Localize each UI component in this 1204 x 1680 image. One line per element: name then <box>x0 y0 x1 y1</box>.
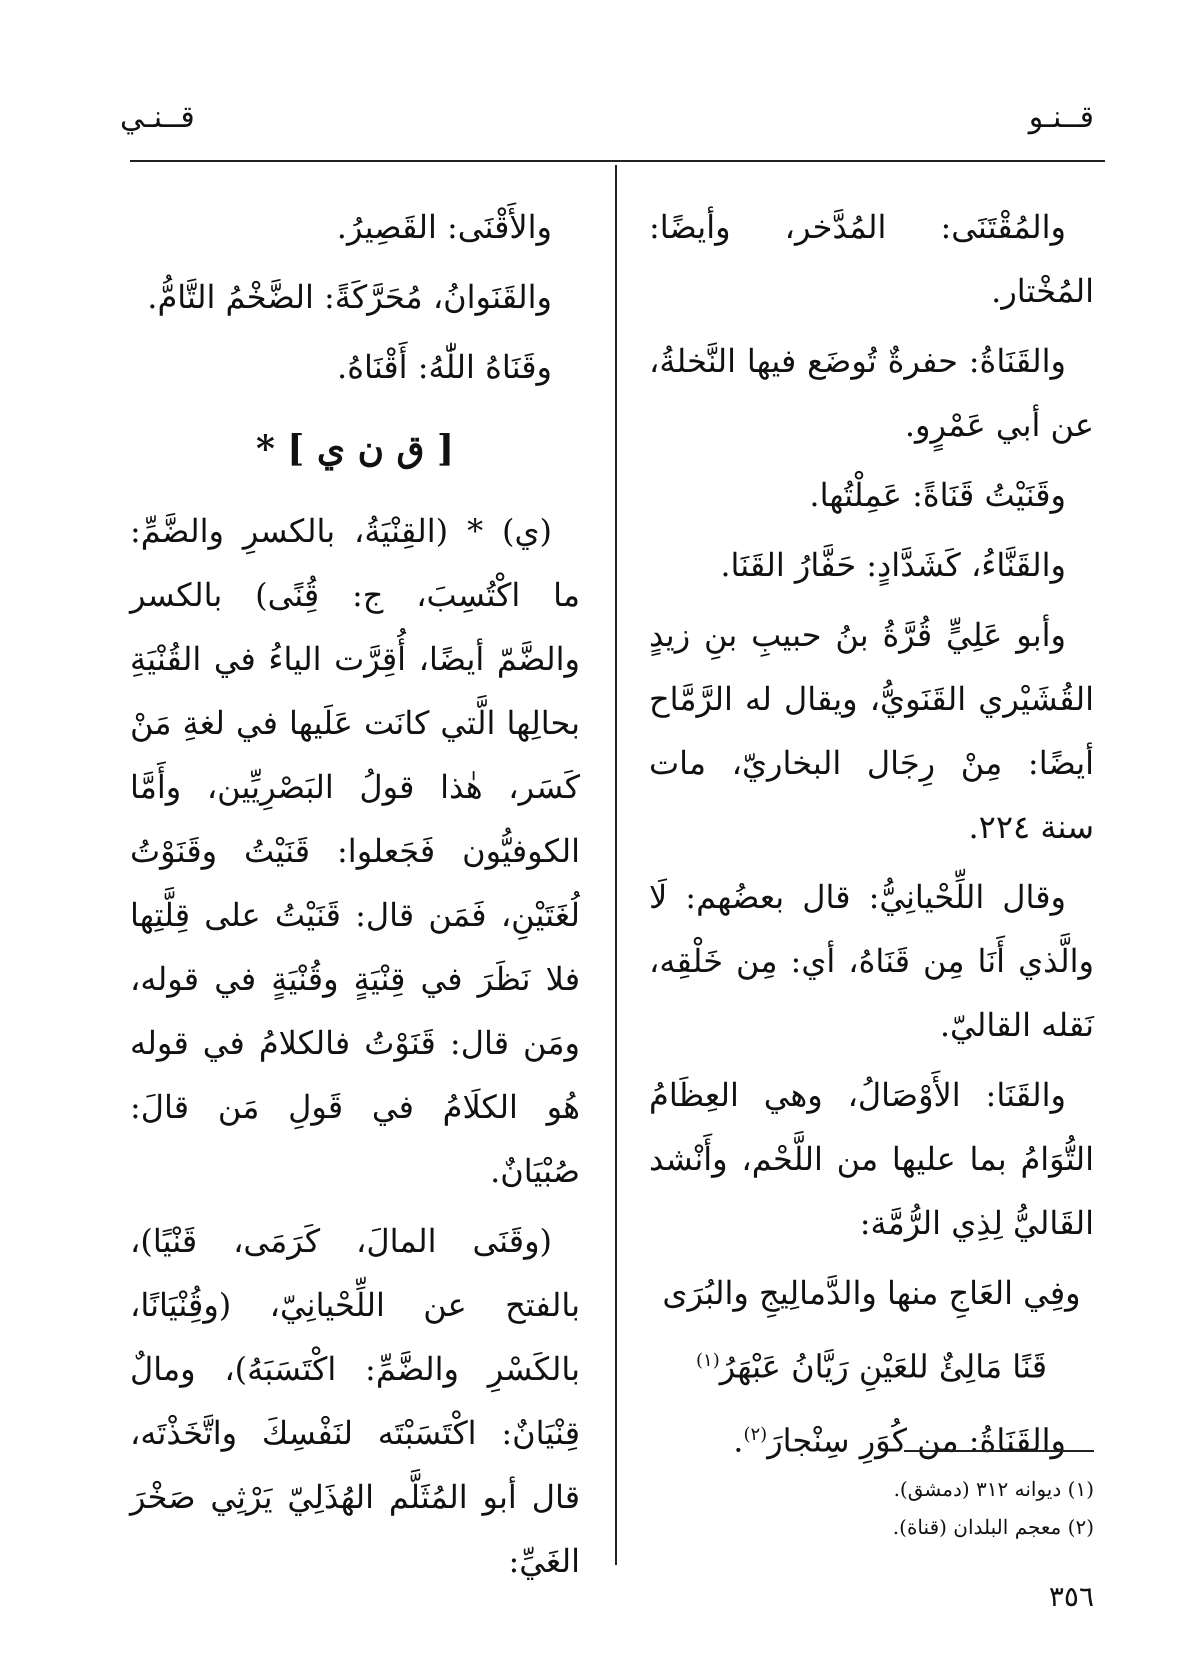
final-text: والقَنَاةُ: من كُوَرِ سِنْجارَ <box>767 1421 1066 1460</box>
footnote: (٢) معجم البلدان (قناة). <box>892 1515 1094 1539</box>
entry-paragraph: وأبو عَلِيٍّ قُرَّةُ بنُ حبيبِ بنِ زيدٍ القُشَيْري القَنَويُّ، ويقال له الرَّمَّاح أيضًا: مِنْ رِجَال البخاريّ، مات سنة ٢٢٤. <box>649 616 1094 846</box>
header-rule <box>130 160 1105 162</box>
entry-paragraph: وقَنَاهُ اللّٰهُ: أَقْنَاهُ. <box>337 348 552 386</box>
final-tail: . <box>733 1421 744 1460</box>
column-divider <box>615 165 617 1565</box>
footnote-rule <box>904 1450 1094 1452</box>
page-number: ٣٥٦ <box>1048 1580 1094 1613</box>
footnote-ref-2: (٢) <box>743 1423 768 1445</box>
entry-paragraph: والأَقْنَى: القَصِيرُ. <box>336 208 552 246</box>
verse-line-2-text: قَنًا مَالِئٌ للعَيْنِ رَيَّانُ عَبْهَرُ <box>719 1347 1047 1386</box>
entry-paragraph: والقَنَّاءُ، كَشَدَّادٍ: حَفَّارُ القَنَا. <box>720 546 1066 584</box>
entry-paragraph: وقال اللِّحْيانِيُّ: قال بعضُهم: لَا والَّذي أَنَا مِن قَنَاهُ، أي: مِن خَلْقِه، نَقله القاليّ. <box>649 878 1094 1044</box>
entry-paragraph-final <box>649 1403 1094 1473</box>
entry-paragraph: والقَنَاةُ: حفرةٌ تُوضَع فيها النَّخلةُ، عن أبي عَمْرٍو. <box>649 342 1094 444</box>
verse-line-1: وفِي العَاجِ منها والدَّمالِيجِ والبُرَى <box>662 1274 1081 1312</box>
footnote-ref-1: (١) <box>696 1350 720 1371</box>
footnote: (١) ديوانه ٣١٢ (دمشق). <box>893 1477 1094 1501</box>
entry-paragraph: والقَنَا: الأَوْصَالُ، وهي العِظَامُ التُّوَامُ بما عليها من اللَّحْم، وأَنْشد القَاليُّ لِذِي الرُّمَّة: <box>649 1076 1094 1242</box>
section-heading: [ ق ن ي ] * <box>255 428 455 470</box>
entry-paragraph: (ي) * (القِنْيَةُ، بالكسرِ والضَّمِّ: ما اكْتُسِبَ، ج: قُِنًى) بالكسر والضَّمّ أيضًا، أُقِرَّت الياءُ في القُنْيَةِ بحالِها الَّتي كانَت عَلَيها في لغةِ مَنْ كَسَر، هٰذا قولُ البَصْرِيِّين، وأَمَّا الكوفيُّون فَجَعلوا: قَنَيْتُ وقَنَوْتُ لُغَتَيْنِ، فَمَن قال: قَنَيْتُ على قِلَّتِها فلا نَظَرَ في قِنْيَةٍ وقُنْيَةٍ في قوله، ومَن قال: قَنَوْتُ فالكلامُ في قوله هُو الكلَامُ في قَولِ مَن قالَ: صُبْيَانٌ. <box>130 512 580 1190</box>
right-column <box>649 195 1094 1478</box>
entry-paragraph: (وقَنَى المالَ، كَرَمَى، قَنْيًا)، بالفتح عن اللِّحْيانِيّ، (وقُِنْيَانًا، بالكَسْرِ والضَّمِّ: اكْتَسَبَهُ)، ومالٌ قِنْيَانٌ: اكْتَسَبْتَه لنَفْسِكَ واتَّخَذْتَه، قال أبو المُثَلَّم الهُذَلِيّ يَرْثِي صَخْرَ الغَيِّ: <box>130 1222 580 1580</box>
entry-paragraph: وقَنَيْتُ قَنَاةً: عَمِلْتُها. <box>809 476 1066 514</box>
running-head-right: قــنـو <box>1028 100 1094 135</box>
entry-paragraph: والقَنَوانُ، مُحَرَّكَةً: الضَّخْمُ التَّامُّ. <box>147 278 552 316</box>
verse-line-2 <box>649 1329 1094 1399</box>
footnotes <box>654 1470 1094 1546</box>
left-column <box>130 195 580 1599</box>
running-head-left: قــنـي <box>120 100 195 135</box>
entry-paragraph: والمُقْتَنَى: المُدَّخر، وأيضًا: المُخْتار. <box>649 208 1094 310</box>
